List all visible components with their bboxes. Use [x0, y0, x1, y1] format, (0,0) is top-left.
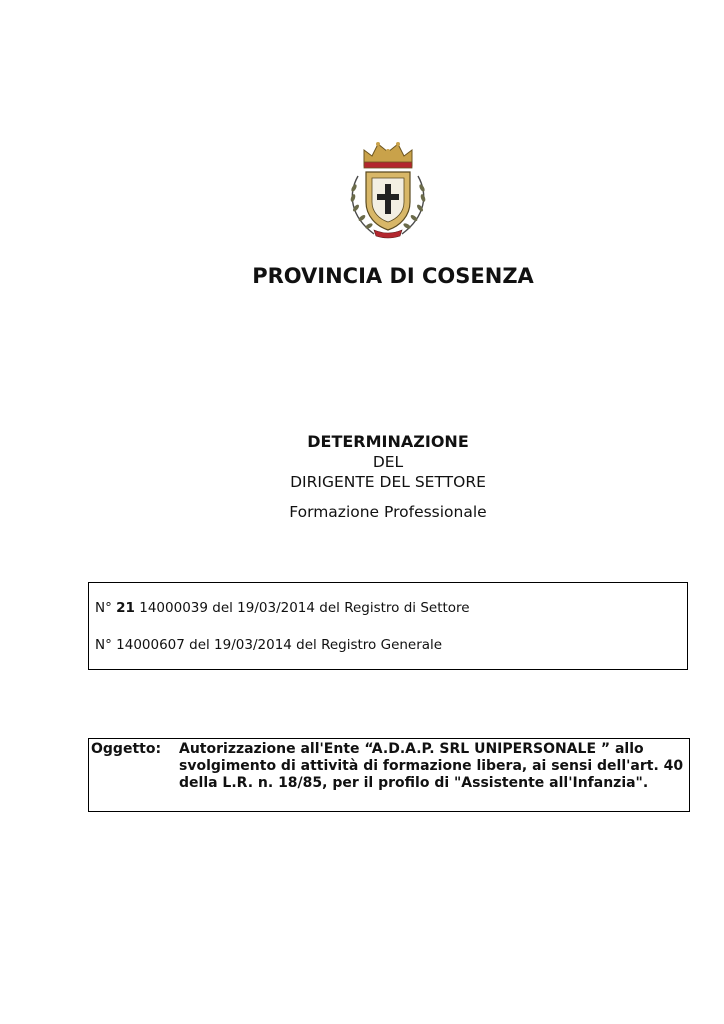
determination-sector: Formazione Professionale	[289, 503, 487, 521]
institution-title: PROVINCIA DI COSENZA	[252, 264, 534, 288]
registry-settore-line	[95, 600, 470, 616]
registry-settore-prefix: N°	[95, 600, 112, 616]
registry-box	[88, 582, 688, 670]
subject-box	[88, 738, 690, 812]
registry-settore-rest: 14000039 del 19/03/2014 del Registro di Settore	[139, 600, 470, 616]
subject-text: Autorizzazione all'Ente “A.D.A.P. SRL UNIPERSONALE ” allo svolgimento di attività di formazione libera, ai sensi dell'art. 40 della L.R. n. 18/85, per il profilo di "Assistente all'Infanzia".	[179, 741, 684, 791]
subject-label: Oggetto:	[91, 741, 162, 757]
determination-dirigente: DIRIGENTE DEL SETTORE	[290, 473, 486, 491]
coat-of-arms-icon	[344, 136, 432, 240]
determination-del: DEL	[372, 453, 404, 471]
determination-title: DETERMINAZIONE	[307, 432, 469, 451]
registry-settore-number: 21	[116, 600, 135, 616]
registry-generale-line: N° 14000607 del 19/03/2014 del Registro Generale	[95, 637, 443, 653]
determination-heading	[0, 432, 724, 522]
